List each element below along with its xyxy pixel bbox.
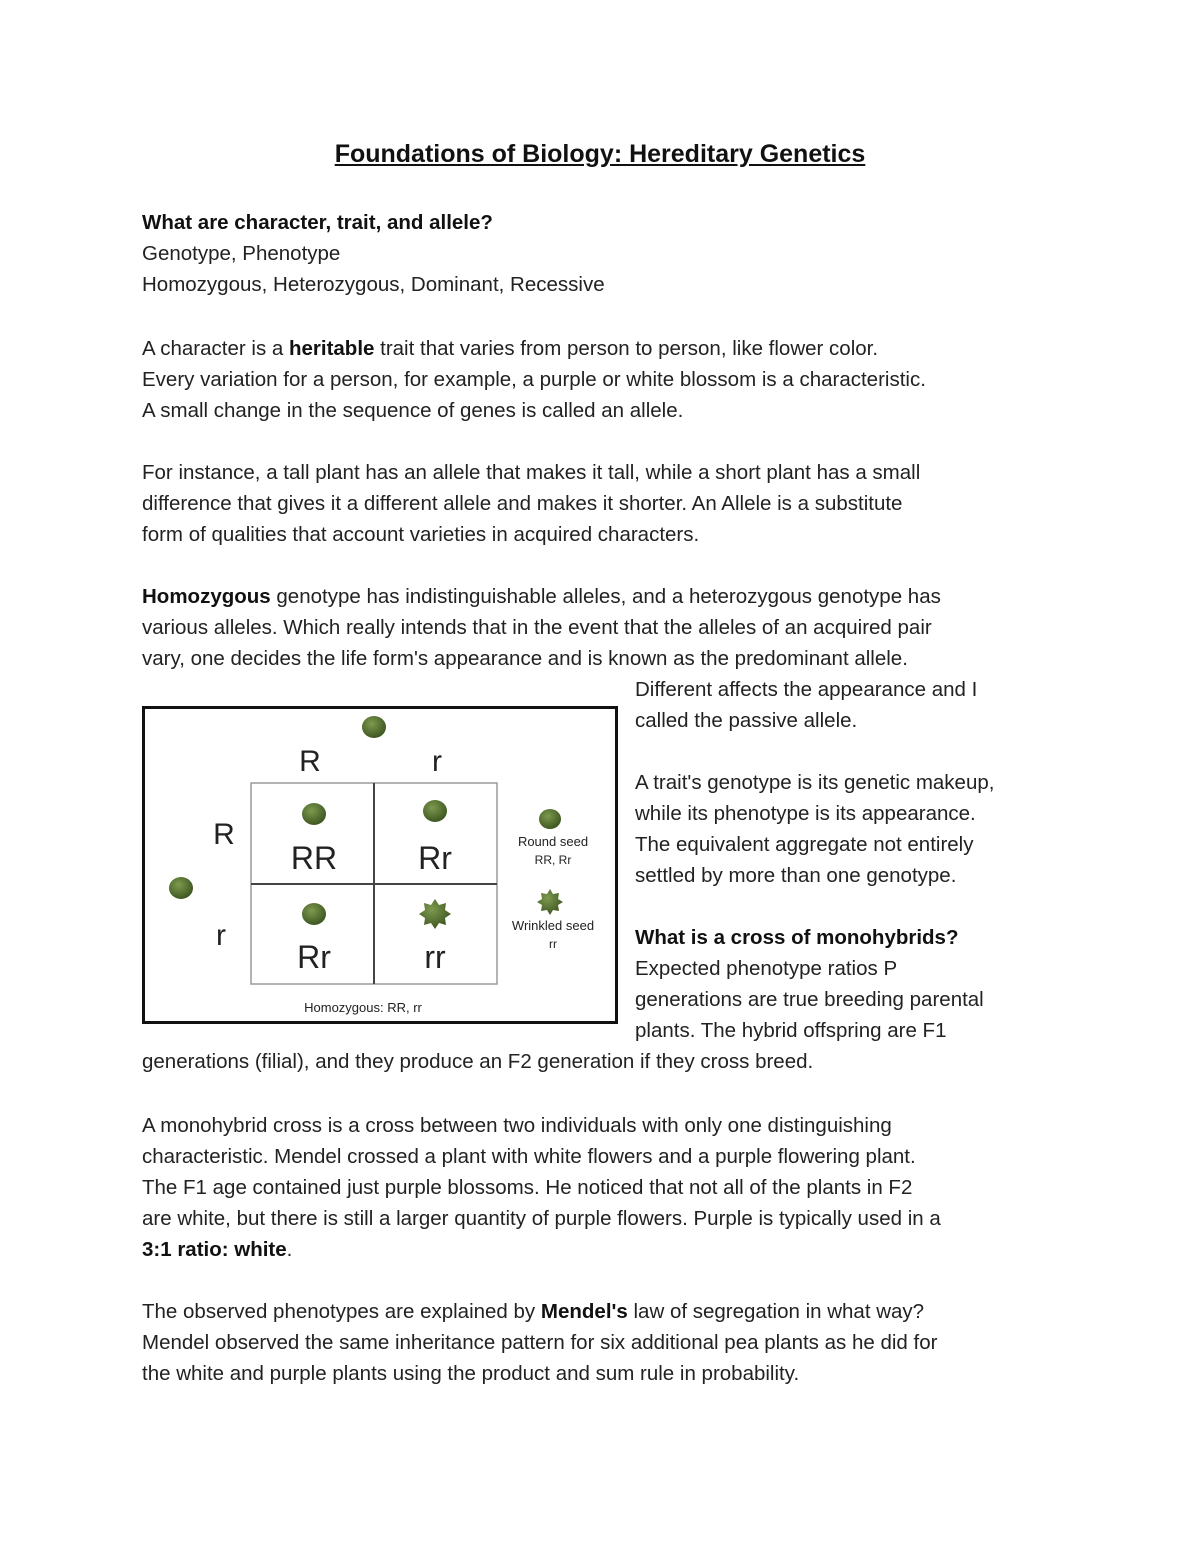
paragraph-line: For instance, a tall plant has an allele that makes it tall, while a short plant has a small <box>142 461 921 484</box>
paragraph-line: called the passive allele. <box>635 709 858 732</box>
row-allele-2: r <box>216 919 226 952</box>
legend-wrinkled-label: Wrinkled seed <box>511 918 595 933</box>
paragraph-line: Expected phenotype ratios P <box>635 957 898 980</box>
column-allele-1: R <box>299 745 321 778</box>
parent-seed-left-icon <box>169 877 193 899</box>
paragraph-line: A trait's genotype is its genetic makeup, <box>635 771 995 794</box>
paragraph-line <box>142 333 878 364</box>
paragraph-line: The F1 age contained just purple blossoms. He noticed that not all of the plants in F2 <box>142 1176 913 1199</box>
paragraph-line: form of qualities that account varieties in acquired characters. <box>142 523 700 546</box>
bold-term-homozygous: Homozygous <box>142 585 271 608</box>
paragraph-line: various alleles. Which really intends that in the event that the alleles of an acquired pair <box>142 616 932 639</box>
legend-round-genotypes: RR, Rr <box>534 853 572 867</box>
paragraph-line: Different affects the appearance and I <box>635 678 978 701</box>
cell-genotype-3: Rr <box>297 939 331 975</box>
text-span: law of segregation in what way? <box>627 1300 925 1323</box>
cell-rr-seed-icon <box>302 903 326 925</box>
text-span: trait that varies from person to person, like flower color. <box>374 337 879 360</box>
row-allele-1: R <box>213 818 235 851</box>
paragraph-line: generations are true breeding parental <box>635 988 984 1011</box>
legend-wrinkled-genotype: rr <box>549 937 557 951</box>
section-heading-character-trait-allele: What are character, trait, and allele? <box>142 211 493 234</box>
bold-term-ratio: 3:1 ratio: white <box>142 1238 287 1261</box>
paragraph-line: while its phenotype is its appearance. <box>635 802 976 825</box>
paragraph-line: Mendel observed the same inheritance pattern for six additional pea plants as he did for <box>142 1331 938 1354</box>
terms-line-genotype: Genotype, Phenotype <box>142 242 341 265</box>
paragraph-line: generations (filial), and they produce an F2 generation if they cross breed. <box>142 1050 814 1073</box>
paragraph-line: are white, but there is still a larger quantity of purple flowers. Purple is typically used in a <box>142 1207 941 1230</box>
text-span: The observed phenotypes are explained by <box>142 1300 541 1323</box>
cell-genotype-1: RR <box>290 840 338 876</box>
paragraph-line: Every variation for a person, for example, a purple or white blossom is a characteristic. <box>142 368 926 391</box>
figure-caption: Homozygous: RR, rr <box>304 1000 422 1015</box>
terms-line-homozygous: Homozygous, Heterozygous, Dominant, Recessive <box>142 273 605 296</box>
parent-seed-top-icon <box>362 716 386 738</box>
paragraph-line: vary, one decides the life form's appearance and is known as the predominant allele. <box>142 647 908 670</box>
paragraph-line <box>142 1234 292 1265</box>
paragraph-line: characteristic. Mendel crossed a plant with white flowers and a purple flowering plant. <box>142 1145 916 1168</box>
text-span: genotype has indistinguishable alleles, and a heterozygous genotype has <box>270 585 941 608</box>
paragraph-line: the white and purple plants using the product and sum rule in probability. <box>142 1362 800 1385</box>
paragraph-line: difference that gives it a different allele and makes it shorter. An Allele is a substitute <box>142 492 903 515</box>
legend-round-label: Round seed <box>517 834 589 849</box>
text-span: . <box>286 1238 293 1261</box>
punnett-square-figure <box>142 706 618 1024</box>
paragraph-line <box>142 1296 924 1327</box>
paragraph-line <box>142 581 941 612</box>
legend-round-seed-icon <box>539 809 561 829</box>
cell-genotype-2: Rr <box>418 840 452 876</box>
text-span: A character is a <box>142 337 289 360</box>
section-heading-monohybrids: What is a cross of monohybrids? <box>635 926 959 949</box>
paragraph-line: A small change in the sequence of genes is called an allele. <box>142 399 684 422</box>
paragraph-line: settled by more than one genotype. <box>635 864 957 887</box>
bold-term-heritable: heritable <box>288 337 375 360</box>
cell-genotype-4: rr <box>424 939 446 975</box>
bold-term-mendels: Mendel's <box>540 1300 628 1323</box>
column-allele-2: r <box>432 745 442 778</box>
cell-rr-seed-icon <box>302 803 326 825</box>
punnett-square-svg <box>145 709 615 1021</box>
paragraph-line: A monohybrid cross is a cross between two individuals with only one distinguishing <box>142 1114 892 1137</box>
legend-wrinkled-seed-icon <box>537 889 563 915</box>
paragraph-line: plants. The hybrid offspring are F1 <box>635 1019 947 1042</box>
wrinkled-seed-icon <box>419 899 451 929</box>
cell-rr-seed-icon <box>423 800 447 822</box>
page-title: Foundations of Biology: Hereditary Genetics <box>334 140 866 168</box>
paragraph-line: The equivalent aggregate not entirely <box>635 833 974 856</box>
